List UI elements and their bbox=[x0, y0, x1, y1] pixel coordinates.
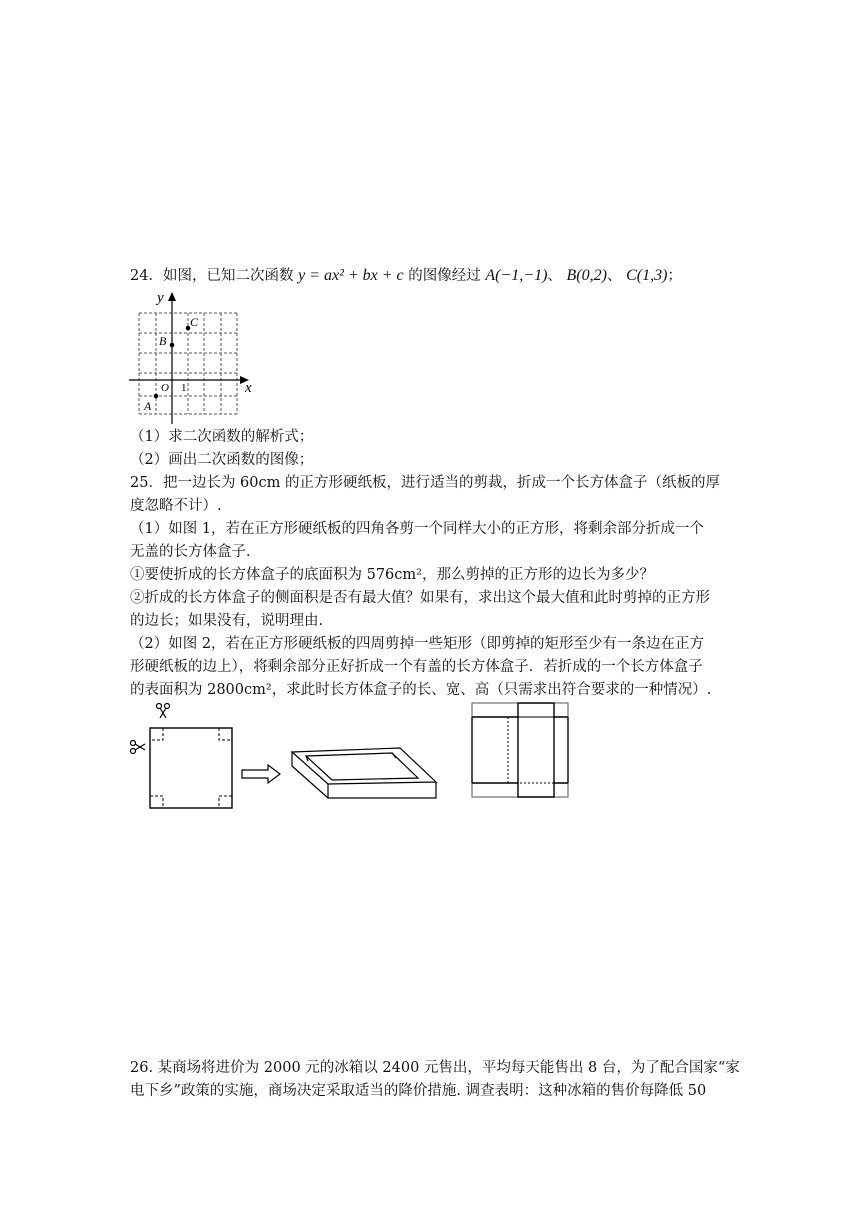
q24-graph bbox=[125, 286, 260, 426]
figure-1-square-board bbox=[125, 702, 245, 812]
q25-line-4: 无盖的长方体盒子. bbox=[130, 544, 251, 560]
q25-line-10: 的表面积为 2800cm²，求此时长方体盒子的长、宽、高（只需求出符合要求的一种情况）. bbox=[130, 682, 712, 698]
q24-text-b: 的图像经过 bbox=[408, 268, 481, 284]
origin-label: O bbox=[161, 382, 169, 394]
q26-line-2: 电下乡”政策的实施，商场决定采取适当的降价措施. 调查表明：这种冰箱的售价每降低 50 bbox=[130, 1083, 707, 1099]
q24-point-b: B(0,2) bbox=[566, 267, 607, 284]
q25-line-5: ①要使折成的长方体盒子的底面积为 576cm²，那么剪掉的正方形的边长为多少？ bbox=[130, 567, 654, 583]
q24-sub1: （1）求二次函数的解析式； bbox=[130, 429, 314, 445]
q24-stem bbox=[130, 266, 740, 286]
q24-sep-2: 、 bbox=[606, 268, 622, 284]
transform-arrow bbox=[240, 764, 284, 784]
q24-end: ； bbox=[667, 268, 682, 284]
point-b-dot bbox=[170, 343, 175, 348]
point-c-label: C bbox=[190, 315, 199, 329]
figure-1-open-box bbox=[288, 744, 440, 800]
y-axis-arrow bbox=[168, 292, 176, 301]
y-axis-label: y bbox=[157, 290, 164, 306]
q25-line-8: （2）如图 2，若在正方形硬纸板的四周剪掉一些矩形（即剪掉的矩形至少有一条边在正方 bbox=[130, 636, 705, 652]
q25-line-7: 的边长；如果没有，说明理由. bbox=[130, 613, 324, 629]
q24-formula: y = ax² + bx + c bbox=[298, 267, 404, 284]
q25-line-9: 形硬纸板的边上），将剩余部分正好折成一个有盖的长方体盒子．若折成的一个长方体盒子 bbox=[130, 659, 703, 675]
q25-line-3: （1）如图 1，若在正方形硬纸板的四角各剪一个同样大小的正方形，将剩余部分折成一个 bbox=[130, 521, 705, 537]
point-a-dot bbox=[154, 394, 159, 399]
point-a-label: A bbox=[144, 399, 152, 413]
q25-line-1: 25．把一边长为 60cm 的正方形硬纸板，进行适当的剪裁，折成一个长方体盒子（纸板的厚 bbox=[130, 475, 720, 491]
scissors-icon-left bbox=[131, 741, 146, 754]
x-axis-label: x bbox=[245, 380, 252, 396]
point-b-label: B bbox=[159, 334, 167, 348]
q24-number: 24． bbox=[130, 268, 163, 284]
figure-2-box-net bbox=[470, 701, 570, 799]
scissors-icon bbox=[157, 704, 170, 719]
q24-sub2: （2）画出二次函数的图像； bbox=[130, 452, 314, 468]
q26-line-1: 26. 某商场将进价为 2000 元的冰箱以 2400 元售出，平均每天能售出 8 台，为了配合国家“家 bbox=[130, 1060, 740, 1076]
unit-label: 1 bbox=[181, 382, 187, 394]
q25-line-2: 度忽略不计）. bbox=[130, 498, 222, 514]
q24-sep-1: 、 bbox=[547, 268, 562, 284]
q24-point-c: C(1,3) bbox=[626, 267, 668, 284]
q24-point-a: A(−1,−1) bbox=[485, 267, 548, 284]
q25-line-6: ②折成的长方体盒子的侧面积是否有最大值？如果有，求出这个最大值和此时剪掉的正方形 bbox=[130, 590, 710, 606]
q24-text-a: 如图，已知二次函数 bbox=[162, 268, 294, 284]
